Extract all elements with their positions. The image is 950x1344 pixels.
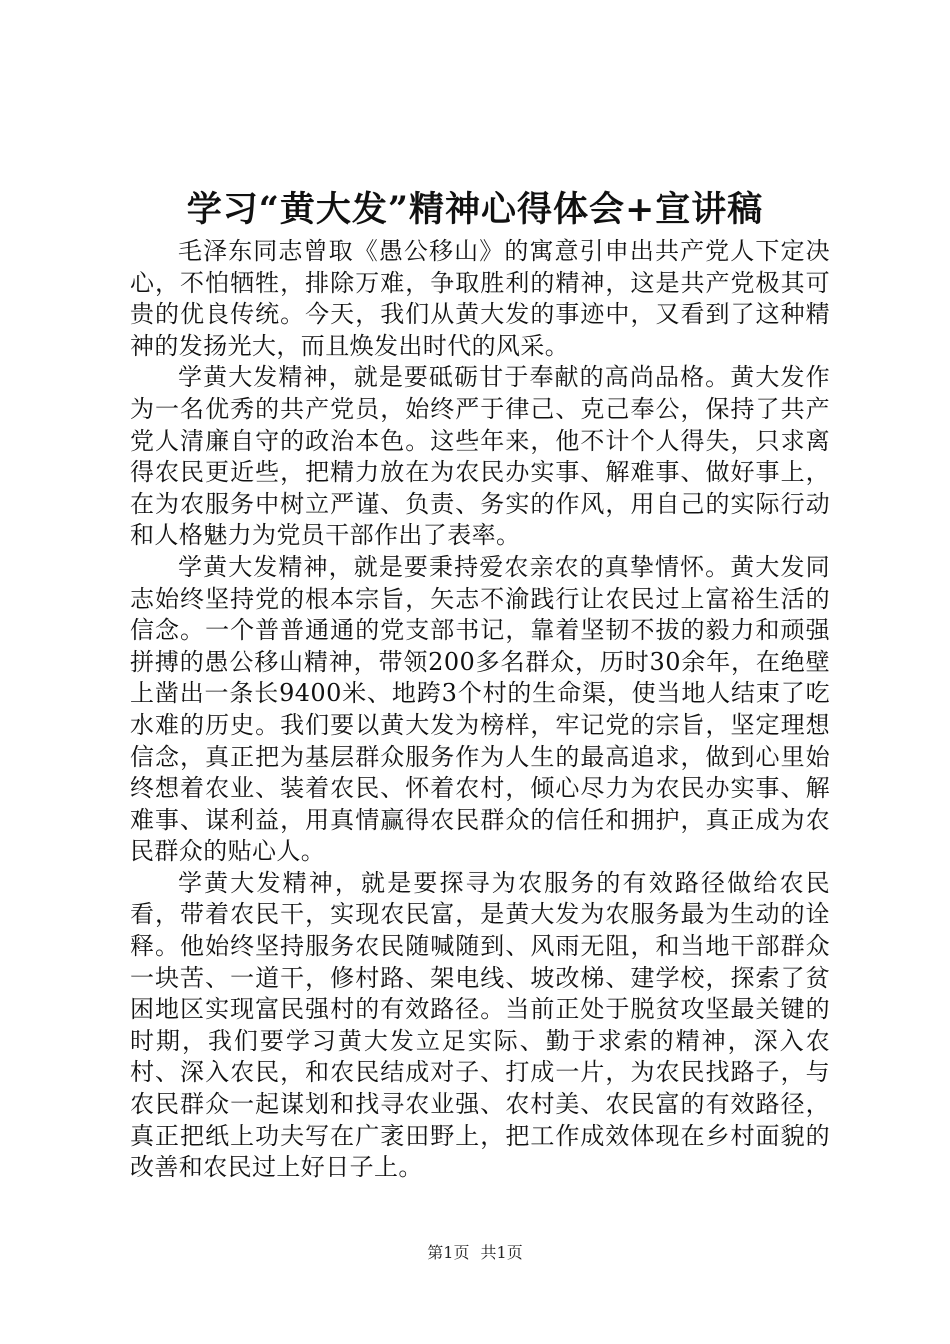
page-number: 第1页 [427,1243,470,1262]
paragraph-dedication: 学黄大发精神，就是要砥砺甘于奉献的高尚品格。黄大发作为一名优秀的共产党员，始终严于律己、克己奉公，保持了共产党人清廉自守的政治本色。这些年来，他不计个人得失，只求离得农民更近些，把精力放在为农民办实事、解难事、做好事上，在为农服务中树立严谨、负责、务实的作风，用自己的实际行动和人格魅力为党员干部作出了表率。 [130,363,830,550]
paragraph-intro: 毛泽东同志曾取《愚公移山》的寓意引申出共产党人下定决心，不怕牺牲，排除万难，争取胜利的精神，这是共产党极其可贵的优良传统。今天，我们从黄大发的事迹中，又看到了这种精神的发扬光大，而且焕发出时代的风采。 [130,237,830,360]
page-total: 共1页 [480,1243,523,1262]
document-body [130,236,830,1184]
page-footer [0,1242,950,1264]
paragraph-love-farmers: 学黄大发精神，就是要秉持爱农亲农的真挚情怀。黄大发同志始终坚持党的根本宗旨，矢志不渝践行让农民过上富裕生活的信念。一个普普通通的党支部书记，靠着坚韧不拔的毅力和顽强拼搏的愚公移山精神，带领200多名群众，历时30余年，在绝壁上凿出一条长9400米、地跨3个村的生命渠，使当地人结束了吃水难的历史。我们要以黄大发为榜样，牢记党的宗旨，坚定理想信念，真正把为基层群众服务作为人生的最高追求，做到心里始终想着农业、装着农民、怀着农村，倾心尽力为农民办实事、解难事、谋利益，用真情赢得农民群众的信任和拥护，真正成为农民群众的贴心人。 [130,552,830,866]
document-title: 学习“黄大发”精神心得体会+宣讲稿 [186,189,764,230]
paragraph-service-path: 学黄大发精神，就是要探寻为农服务的有效路径做给农民看，带着农民干，实现农民富，是黄大发为农服务最为生动的诠释。他始终坚持服务农民随喊随到、风雨无阻，和当地干部群众一块苦、一道干，修村路、架电线、坡改梯、建学校，探索了贫困地区实现富民强村的有效路径。当前正处于脱贫攻坚最关键的时期，我们要学习黄大发立足实际、勤于求索的精神，深入农村、深入农民，和农民结成对子、打成一片，为农民找路子，与农民群众一起谋划和找寻农业强、农村美、农民富的有效路径，真正把纸上功夫写在广袤田野上，把工作成效体现在乡村面貌的改善和农民过上好日子上。 [130,868,830,1182]
